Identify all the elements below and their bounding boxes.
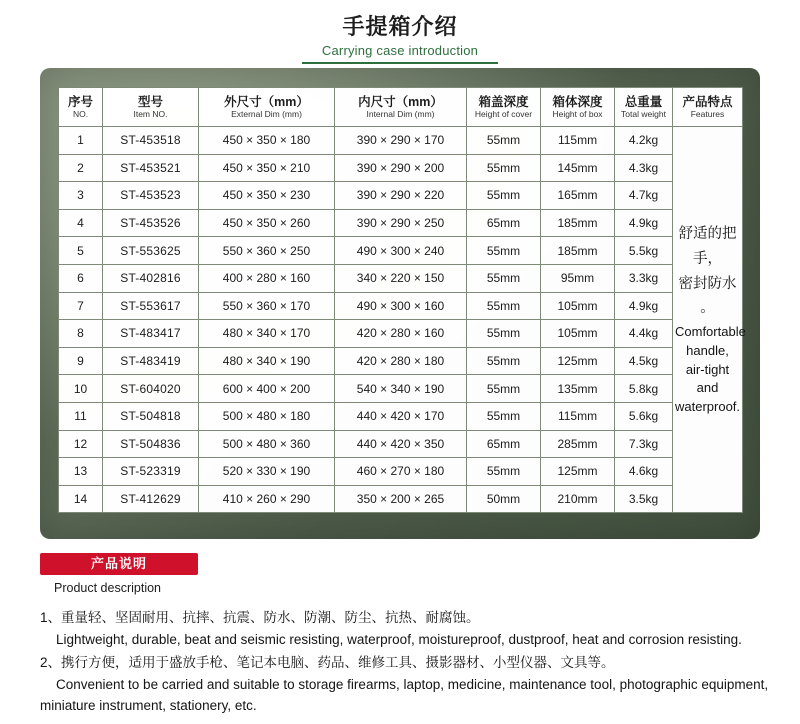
cell-height-of-box: 165mm (541, 182, 615, 210)
cell-no: 11 (59, 402, 103, 430)
cell-external-dim: 450 × 350 × 210 (199, 154, 335, 182)
cell-internal-dim: 490 × 300 × 240 (335, 237, 467, 265)
cell-height-of-box: 185mm (541, 209, 615, 237)
cell-no: 12 (59, 430, 103, 458)
table-row (59, 209, 743, 237)
description-item-en: Convenient to be carried and suitable to storage firearms, laptop, medicine, maintenance tool, photographic equipment, miniature instrument, stationery, etc. (40, 676, 769, 714)
cell-model: ST-483419 (103, 347, 199, 375)
cell-height-of-box: 210mm (541, 485, 615, 513)
table-row (59, 458, 743, 486)
spec-panel (40, 68, 760, 539)
cell-total-weight: 5.6kg (615, 402, 673, 430)
cell-height-of-box: 125mm (541, 458, 615, 486)
cell-features (673, 127, 746, 513)
table-row (59, 237, 743, 265)
cell-total-weight: 3.5kg (615, 485, 673, 513)
table-row (59, 485, 743, 513)
cell-total-weight: 4.7kg (615, 182, 673, 210)
page-title-en: Carrying case introduction (321, 43, 479, 59)
cell-height-of-box: 95mm (541, 264, 615, 292)
table-row (59, 292, 743, 320)
table-row (59, 320, 743, 348)
table-row (59, 154, 743, 182)
features-cn-line2: 密封防水 。 (678, 275, 737, 317)
description-item-cn: 1、重量轻、坚固耐用、抗摔、抗震、防水、防潮、防尘、抗热、耐腐蚀。 (40, 610, 480, 625)
cell-total-weight: 4.5kg (615, 347, 673, 375)
column-header-features: 产品特点 Features (673, 88, 743, 127)
cell-no: 3 (59, 182, 103, 210)
cell-total-weight: 5.8kg (615, 375, 673, 403)
title-divider (302, 62, 498, 64)
description-item (40, 607, 770, 650)
cell-model: ST-504818 (103, 402, 199, 430)
cell-no: 2 (59, 154, 103, 182)
cell-internal-dim: 440 × 420 × 350 (335, 430, 467, 458)
cell-external-dim: 600 × 400 × 200 (199, 375, 335, 403)
cell-external-dim: 450 × 350 × 180 (199, 127, 335, 155)
cell-height-of-box: 285mm (541, 430, 615, 458)
cell-height-of-cover: 55mm (467, 402, 541, 430)
cell-height-of-cover: 55mm (467, 458, 541, 486)
column-header-height-of-box: 箱体深度 Height of box (541, 88, 615, 127)
cell-external-dim: 480 × 340 × 170 (199, 320, 335, 348)
cell-external-dim: 450 × 350 × 260 (199, 209, 335, 237)
table-row (59, 402, 743, 430)
cell-external-dim: 550 × 360 × 170 (199, 292, 335, 320)
cell-height-of-box: 105mm (541, 320, 615, 348)
cell-external-dim: 550 × 360 × 250 (199, 237, 335, 265)
cell-model: ST-604020 (103, 375, 199, 403)
cell-height-of-box: 125mm (541, 347, 615, 375)
cell-no: 4 (59, 209, 103, 237)
product-description-section (40, 553, 770, 717)
cell-height-of-box: 185mm (541, 237, 615, 265)
spec-table (58, 87, 746, 513)
cell-external-dim: 450 × 350 × 230 (199, 182, 335, 210)
cell-internal-dim: 460 × 270 × 180 (335, 458, 467, 486)
table-row (59, 182, 743, 210)
description-item (40, 652, 770, 717)
column-header-no: 序号 NO. (59, 88, 103, 127)
cell-external-dim: 500 × 480 × 360 (199, 430, 335, 458)
cell-height-of-cover: 55mm (467, 320, 541, 348)
cell-model: ST-453518 (103, 127, 199, 155)
product-description-body (40, 607, 770, 717)
cell-internal-dim: 390 × 290 × 170 (335, 127, 467, 155)
cell-height-of-box: 135mm (541, 375, 615, 403)
cell-height-of-cover: 55mm (467, 264, 541, 292)
column-header-external-dim: 外尺寸（mm） External Dim (mm) (199, 88, 335, 127)
cell-internal-dim: 420 × 280 × 180 (335, 347, 467, 375)
column-header-total-weight: 总重量 Total weight (615, 88, 673, 127)
cell-height-of-box: 115mm (541, 127, 615, 155)
cell-no: 14 (59, 485, 103, 513)
cell-no: 1 (59, 127, 103, 155)
cell-model: ST-553625 (103, 237, 199, 265)
cell-external-dim: 410 × 260 × 290 (199, 485, 335, 513)
cell-model: ST-553617 (103, 292, 199, 320)
cell-no: 8 (59, 320, 103, 348)
column-header-height-of-cover: 箱盖深度 Height of cover (467, 88, 541, 127)
cell-internal-dim: 420 × 280 × 160 (335, 320, 467, 348)
cell-height-of-cover: 65mm (467, 430, 541, 458)
cell-height-of-box: 105mm (541, 292, 615, 320)
features-en: Comfortable handle, air-tight and waterproof. (675, 323, 746, 415)
cell-no: 9 (59, 347, 103, 375)
cell-model: ST-453523 (103, 182, 199, 210)
cell-external-dim: 520 × 330 × 190 (199, 458, 335, 486)
cell-height-of-cover: 55mm (467, 237, 541, 265)
cell-total-weight: 7.3kg (615, 430, 673, 458)
cell-model: ST-402816 (103, 264, 199, 292)
cell-height-of-cover: 55mm (467, 292, 541, 320)
table-row (59, 430, 743, 458)
cell-height-of-box: 115mm (541, 402, 615, 430)
cell-model: ST-453521 (103, 154, 199, 182)
column-header-internal-dim: 内尺寸（mm） Internal Dim (mm) (335, 88, 467, 127)
cell-internal-dim: 340 × 220 × 150 (335, 264, 467, 292)
cell-total-weight: 4.3kg (615, 154, 673, 182)
page-title (0, 0, 800, 64)
cell-model: ST-483417 (103, 320, 199, 348)
table-header-row (59, 88, 743, 127)
cell-total-weight: 4.4kg (615, 320, 673, 348)
cell-height-of-cover: 55mm (467, 182, 541, 210)
cell-no: 7 (59, 292, 103, 320)
cell-total-weight: 4.9kg (615, 292, 673, 320)
product-description-badge: 产品说明 (40, 553, 198, 575)
cell-external-dim: 480 × 340 × 190 (199, 347, 335, 375)
features-cn-line1: 舒适的把手， (678, 226, 737, 267)
cell-internal-dim: 390 × 290 × 200 (335, 154, 467, 182)
cell-internal-dim: 490 × 300 × 160 (335, 292, 467, 320)
table-row (59, 127, 743, 155)
cell-height-of-cover: 65mm (467, 209, 541, 237)
product-description-badge-en: Product description (54, 581, 162, 595)
cell-model: ST-504836 (103, 430, 199, 458)
cell-no: 5 (59, 237, 103, 265)
page-title-cn: 手提箱介绍 (342, 14, 458, 39)
cell-external-dim: 500 × 480 × 180 (199, 402, 335, 430)
cell-height-of-cover: 55mm (467, 154, 541, 182)
cell-total-weight: 4.9kg (615, 209, 673, 237)
cell-model: ST-412629 (103, 485, 199, 513)
cell-internal-dim: 440 × 420 × 170 (335, 402, 467, 430)
cell-height-of-cover: 55mm (467, 375, 541, 403)
cell-no: 10 (59, 375, 103, 403)
cell-external-dim: 400 × 280 × 160 (199, 264, 335, 292)
table-row (59, 375, 743, 403)
description-item-cn: 2、携行方便，适用于盛放手枪、笔记本电脑、药品、维修工具、摄影器材、小型仪器、文具等。 (40, 655, 615, 671)
spec-panel-inner (58, 87, 746, 513)
cell-no: 6 (59, 264, 103, 292)
cell-internal-dim: 390 × 290 × 250 (335, 209, 467, 237)
cell-model: ST-523319 (103, 458, 199, 486)
description-item-en: Lightweight, durable, beat and seismic resisting, waterproof, moistureproof, dustproof, heat and corrosion resisting. (56, 631, 742, 647)
cell-total-weight: 5.5kg (615, 237, 673, 265)
cell-total-weight: 4.6kg (615, 458, 673, 486)
cell-model: ST-453526 (103, 209, 199, 237)
cell-height-of-cover: 50mm (467, 485, 541, 513)
cell-total-weight: 3.3kg (615, 264, 673, 292)
cell-height-of-box: 145mm (541, 154, 615, 182)
table-row (59, 264, 743, 292)
cell-no: 13 (59, 458, 103, 486)
cell-internal-dim: 390 × 290 × 220 (335, 182, 467, 210)
cell-height-of-cover: 55mm (467, 347, 541, 375)
cell-internal-dim: 540 × 340 × 190 (335, 375, 467, 403)
cell-total-weight: 4.2kg (615, 127, 673, 155)
cell-height-of-cover: 55mm (467, 127, 541, 155)
table-row (59, 347, 743, 375)
cell-internal-dim: 350 × 200 × 265 (335, 485, 467, 513)
column-header-model: 型号 Item NO. (103, 88, 199, 127)
